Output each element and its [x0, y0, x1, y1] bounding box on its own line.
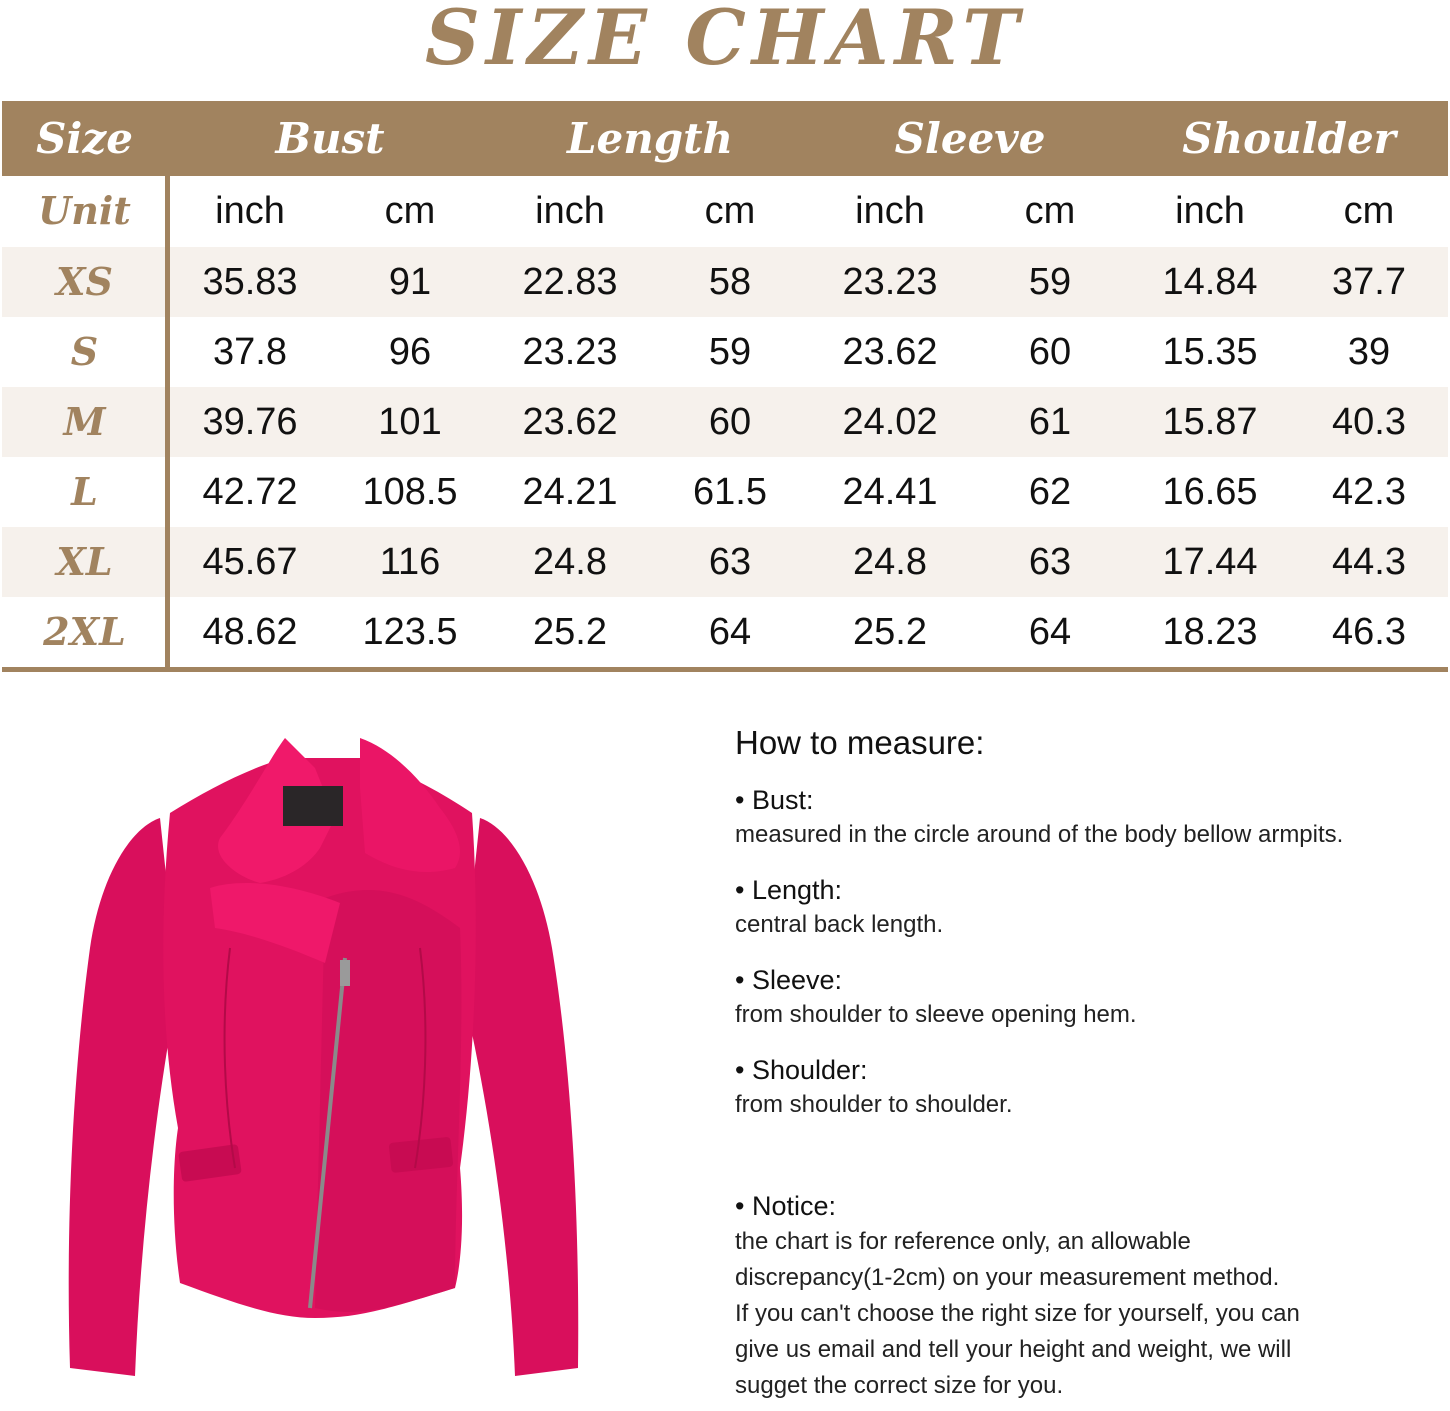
unit-cell: inch — [215, 190, 285, 232]
header-size: Size — [36, 114, 133, 163]
measure-desc: measured in the circle around of the body bellow armpits. — [735, 821, 1344, 848]
table-cell: 24.02 — [842, 401, 938, 443]
table-cell: 64 — [1028, 611, 1072, 653]
table-cell: 23.23 — [522, 331, 618, 373]
table-cell: 61.5 — [693, 471, 767, 513]
table-cell: 91 — [388, 261, 432, 303]
table-cell: 59 — [1028, 261, 1072, 303]
table-cell: 108.5 — [362, 471, 458, 513]
size-label: L — [71, 469, 98, 514]
table-cell: 37.8 — [213, 331, 287, 373]
page-title: SIZE CHART — [425, 0, 1025, 82]
unit-cell: cm — [1024, 190, 1076, 232]
table-cell: 62 — [1028, 471, 1072, 513]
table-cell: 60 — [1028, 331, 1072, 373]
notice-label: • Notice: — [735, 1191, 836, 1221]
notice-line: the chart is for reference only, an allowable — [735, 1228, 1191, 1255]
table-row — [2, 457, 1448, 527]
table-cell: 23.23 — [842, 261, 938, 303]
unit-label: Unit — [38, 188, 131, 233]
table-cell: 42.72 — [202, 471, 298, 513]
table-cell: 44.3 — [1332, 541, 1406, 583]
measure-desc: from shoulder to sleeve opening hem. — [735, 1001, 1137, 1028]
table-cell: 17.44 — [1162, 541, 1258, 583]
measure-label: • Length: — [735, 875, 843, 905]
table-cell: 24.8 — [853, 541, 927, 583]
unit-cell: cm — [1343, 190, 1395, 232]
measure-item-sleeve — [735, 962, 1435, 1032]
measure-label: • Bust: — [735, 785, 814, 815]
measure-label: • Sleeve: — [735, 965, 843, 995]
table-cell: 39.76 — [202, 401, 298, 443]
table-cell: 116 — [379, 541, 441, 583]
unit-cell: inch — [1175, 190, 1245, 232]
measure-guide — [735, 722, 1435, 1142]
table-row — [2, 387, 1448, 457]
size-label: S — [70, 329, 99, 374]
size-label: XS — [56, 259, 113, 304]
table-cell: 64 — [708, 611, 752, 653]
notice-line: If you can't choose the right size for yourself, you can — [735, 1300, 1300, 1327]
table-vertical-divider — [165, 176, 170, 668]
size-label: M — [63, 399, 106, 444]
table-row — [2, 247, 1448, 317]
header-length: Length — [566, 114, 734, 163]
measure-item-bust — [735, 782, 1435, 852]
table-header — [2, 101, 1448, 176]
table-cell: 18.23 — [1162, 611, 1258, 653]
table-cell: 61 — [1028, 401, 1072, 443]
table-row — [2, 597, 1448, 667]
notice-line: discrepancy(1-2cm) on your measurement method. — [735, 1264, 1280, 1291]
measure-desc: from shoulder to shoulder. — [735, 1091, 1013, 1118]
table-cell: 15.35 — [1162, 331, 1258, 373]
table-cell: 37.7 — [1332, 261, 1406, 303]
table-cell: 42.3 — [1332, 471, 1406, 513]
measure-label: • Shoulder: — [735, 1055, 868, 1085]
table-cell: 25.2 — [853, 611, 927, 653]
table-bottom-border — [2, 667, 1448, 672]
table-cell: 63 — [1028, 541, 1072, 583]
size-label: 2XL — [43, 609, 126, 654]
jacket-image — [60, 728, 600, 1406]
table-cell: 35.83 — [202, 261, 298, 303]
table-cell: 101 — [378, 401, 442, 443]
notice-line: sugget the correct size for you. — [735, 1372, 1064, 1399]
table-cell: 22.83 — [522, 261, 618, 303]
table-cell: 39 — [1347, 331, 1391, 373]
unit-cell: cm — [384, 190, 436, 232]
table-cell: 23.62 — [522, 401, 618, 443]
table-cell: 58 — [708, 261, 752, 303]
measure-item-shoulder — [735, 1052, 1435, 1122]
table-cell: 24.41 — [842, 471, 938, 513]
table-cell: 63 — [708, 541, 752, 583]
table-cell: 48.62 — [202, 611, 298, 653]
table-cell: 40.3 — [1332, 401, 1406, 443]
table-cell: 24.8 — [533, 541, 607, 583]
table-cell: 25.2 — [533, 611, 607, 653]
table-cell: 59 — [708, 331, 752, 373]
measure-title: How to measure: — [735, 724, 985, 761]
header-sleeve: Sleeve — [894, 114, 1046, 163]
table-cell: 14.84 — [1162, 261, 1258, 303]
table-cell: 24.21 — [522, 471, 618, 513]
unit-cell: inch — [855, 190, 925, 232]
table-cell: 96 — [388, 331, 432, 373]
header-bust: Bust — [275, 114, 385, 163]
table-cell: 23.62 — [842, 331, 938, 373]
table-row-unit — [2, 176, 1448, 246]
header-shoulder: Shoulder — [1182, 114, 1396, 163]
table-row — [2, 317, 1448, 387]
table-row — [2, 527, 1448, 597]
table-cell: 123.5 — [362, 611, 458, 653]
table-cell: 60 — [708, 401, 752, 443]
table-cell: 45.67 — [202, 541, 298, 583]
unit-cell: inch — [535, 190, 605, 232]
notice-line: give us email and tell your height and weight, we will — [735, 1336, 1292, 1363]
size-label: XL — [56, 539, 113, 584]
notice-section — [735, 1188, 1435, 1404]
unit-cell: cm — [704, 190, 756, 232]
table-cell: 15.87 — [1162, 401, 1258, 443]
measure-item-length — [735, 872, 1435, 942]
table-cell: 16.65 — [1162, 471, 1258, 513]
table-cell: 46.3 — [1332, 611, 1406, 653]
measure-desc: central back length. — [735, 911, 944, 938]
